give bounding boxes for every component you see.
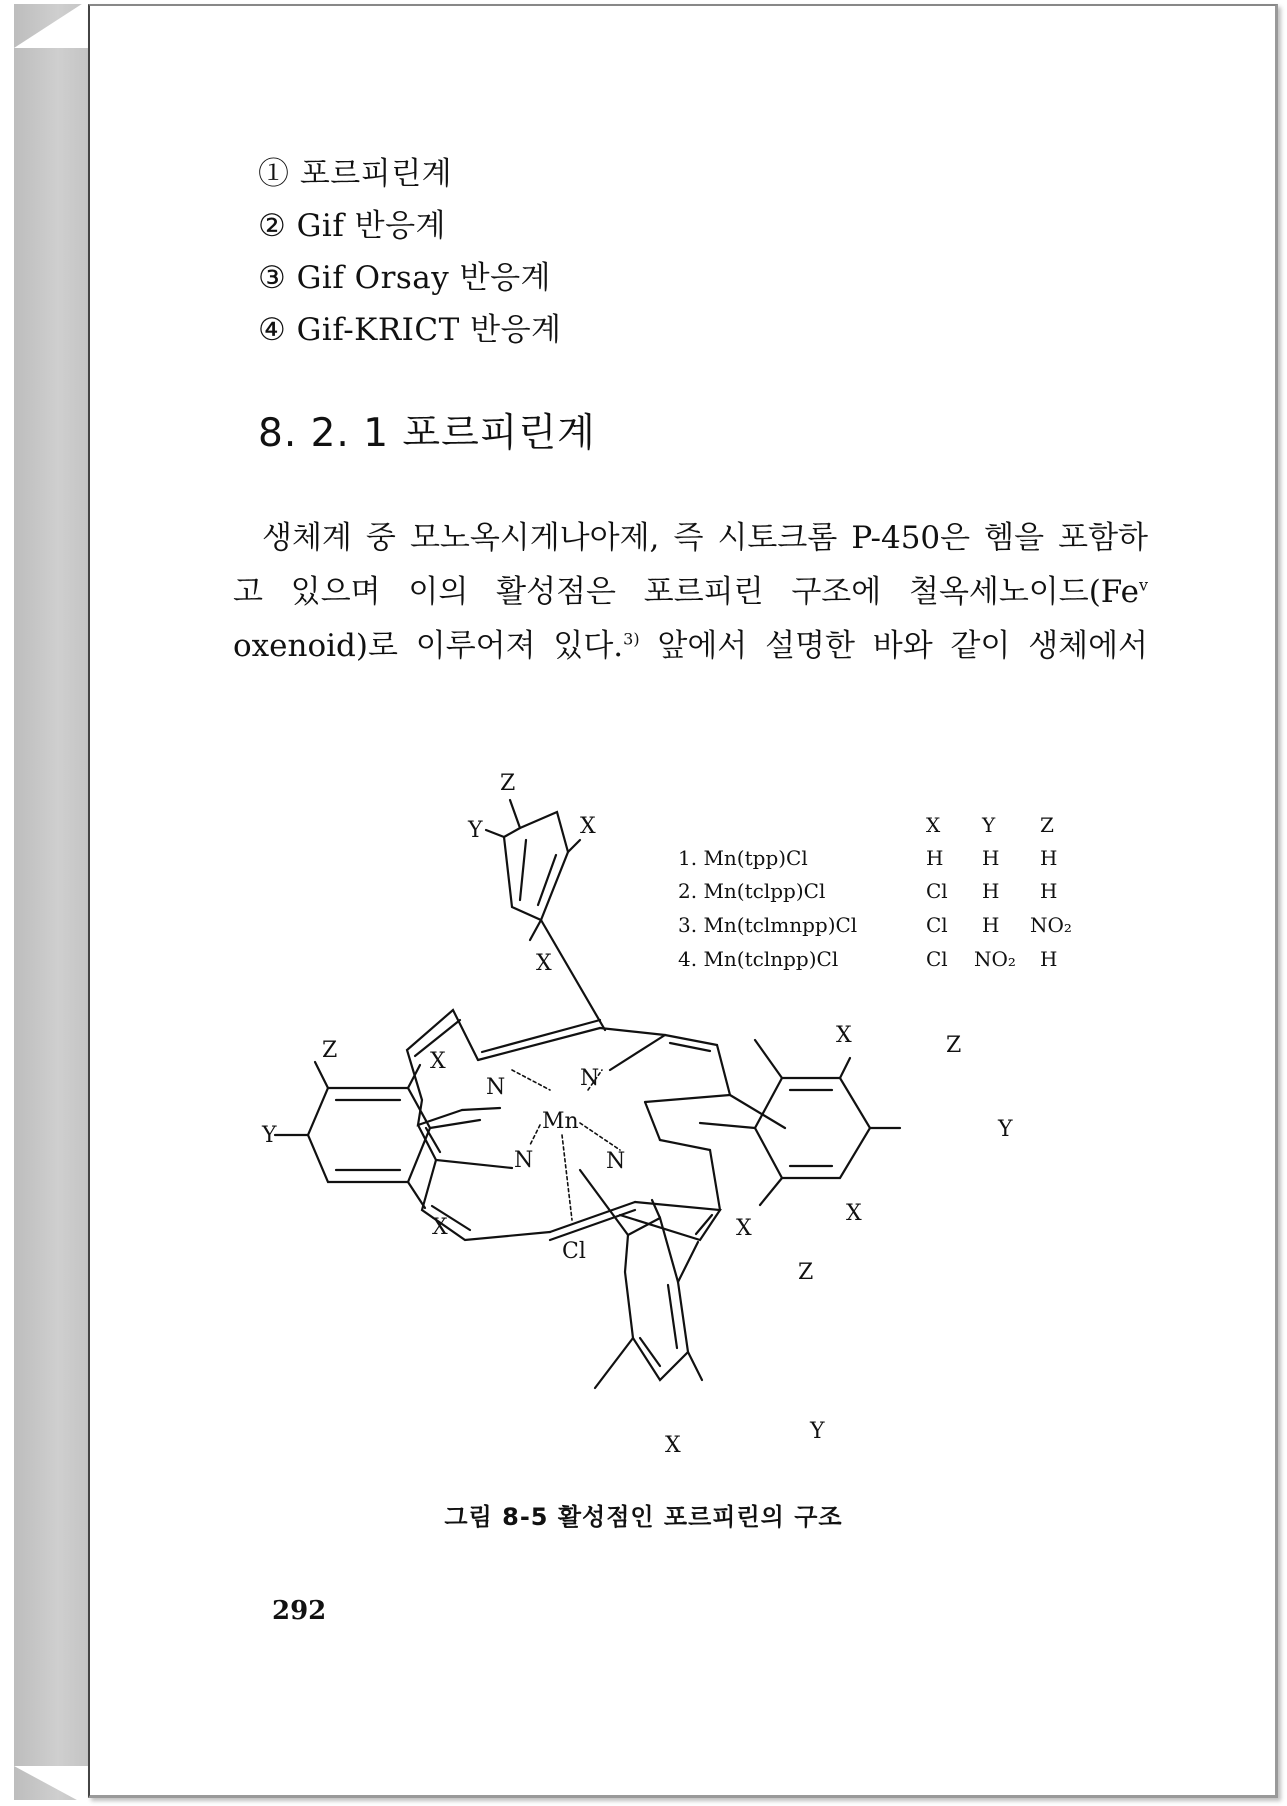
substituent-y-label: Y: [998, 1117, 1013, 1142]
nitrogen-label: N: [486, 1075, 506, 1100]
figure-caption: 그림 8-5 활성점인 포르피린의 구조: [444, 1503, 843, 1531]
substituent-y-label: Y: [810, 1419, 825, 1444]
porphyrin-structure-diagram: [250, 740, 1130, 1460]
substituent-x-label: X: [536, 951, 552, 976]
nitrogen-label: N: [606, 1149, 626, 1174]
citation-superscript: 3): [623, 629, 640, 649]
nitrogen-label: N: [580, 1066, 600, 1091]
list-item: ④ Gif-KRICT 반응계: [258, 312, 562, 348]
list-item: ① 포르피린계: [258, 156, 453, 192]
substituent-x-label: X: [430, 1049, 446, 1074]
table-cell: H: [1040, 846, 1058, 870]
right-aryl-ring: [700, 1040, 900, 1205]
compound-name: 1. Mn(tpp)Cl: [678, 846, 808, 870]
substituent-y-label: Y: [262, 1123, 277, 1148]
superscript: v: [1138, 575, 1148, 595]
table-cell: Cl: [926, 913, 948, 937]
nitrogen-label: N: [514, 1148, 534, 1173]
paragraph-line-3: [233, 620, 1148, 665]
section-title: 8. 2. 1 포르피린계: [258, 411, 596, 456]
substituent-x-label: X: [665, 1433, 681, 1458]
axial-ligand-label: Cl: [562, 1239, 586, 1264]
compound-name: 3. Mn(tclmnpp)Cl: [678, 913, 858, 937]
substituent-x-label: X: [432, 1215, 448, 1240]
table-cell: NO₂: [974, 947, 1016, 971]
table-cell: Cl: [926, 947, 948, 971]
table-cell: H: [1040, 879, 1058, 903]
list-item: ② Gif 반응계: [258, 208, 446, 244]
table-cell: Cl: [926, 879, 948, 903]
table-header-y: Y: [982, 813, 996, 837]
compound-name: 2. Mn(tclpp)Cl: [678, 879, 826, 903]
substituent-y-label: Y: [468, 818, 483, 843]
porphyrin-structure-figure: [250, 740, 1130, 1460]
substituent-z-label: Z: [798, 1260, 814, 1285]
left-aryl-ring: [275, 1062, 480, 1208]
table-cell: H: [982, 913, 1000, 937]
metal-label: Mn: [542, 1109, 579, 1134]
compound-name: 4. Mn(tclnpp)Cl: [678, 947, 839, 971]
coordination-bonds: [512, 1070, 620, 1220]
paragraph-line-1: 생체계 중 모노옥시게나아제, 즉 시토크롬 P-450은 헴을 포함하: [262, 520, 1148, 556]
compound-table: [678, 813, 1072, 971]
paragraph-line-2: [233, 566, 1148, 611]
paragraph-line-3-text-a: oxenoid)로 이루어져 있다.: [233, 628, 624, 664]
paragraph-line-2-text: 고 있으며 이의 활성점은 포르피린 구조에 철옥세노이드(Fe: [233, 574, 1139, 610]
substituent-x-label: X: [736, 1216, 752, 1241]
substituent-x-label: X: [580, 814, 596, 839]
substituent-x-label: X: [836, 1023, 852, 1048]
table-cell: H: [982, 879, 1000, 903]
table-cell: H: [982, 846, 1000, 870]
table-header-x: X: [926, 813, 941, 837]
table-cell: NO₂: [1030, 913, 1072, 937]
substituent-z-label: Z: [946, 1033, 962, 1058]
table-cell: H: [1040, 947, 1058, 971]
page-number: 292: [272, 1596, 327, 1626]
table-header-z: Z: [1040, 813, 1054, 837]
substituent-x-label: X: [846, 1201, 862, 1226]
substituent-z-label: Z: [322, 1038, 338, 1063]
paragraph-line-3-text-b: 앞에서 설명한 바와 같이 생체에서: [639, 628, 1148, 664]
table-cell: H: [926, 846, 944, 870]
reaction-system-list: [258, 148, 562, 356]
substituent-z-label: Z: [500, 771, 516, 796]
list-item: ③ Gif Orsay 반응계: [258, 260, 551, 296]
